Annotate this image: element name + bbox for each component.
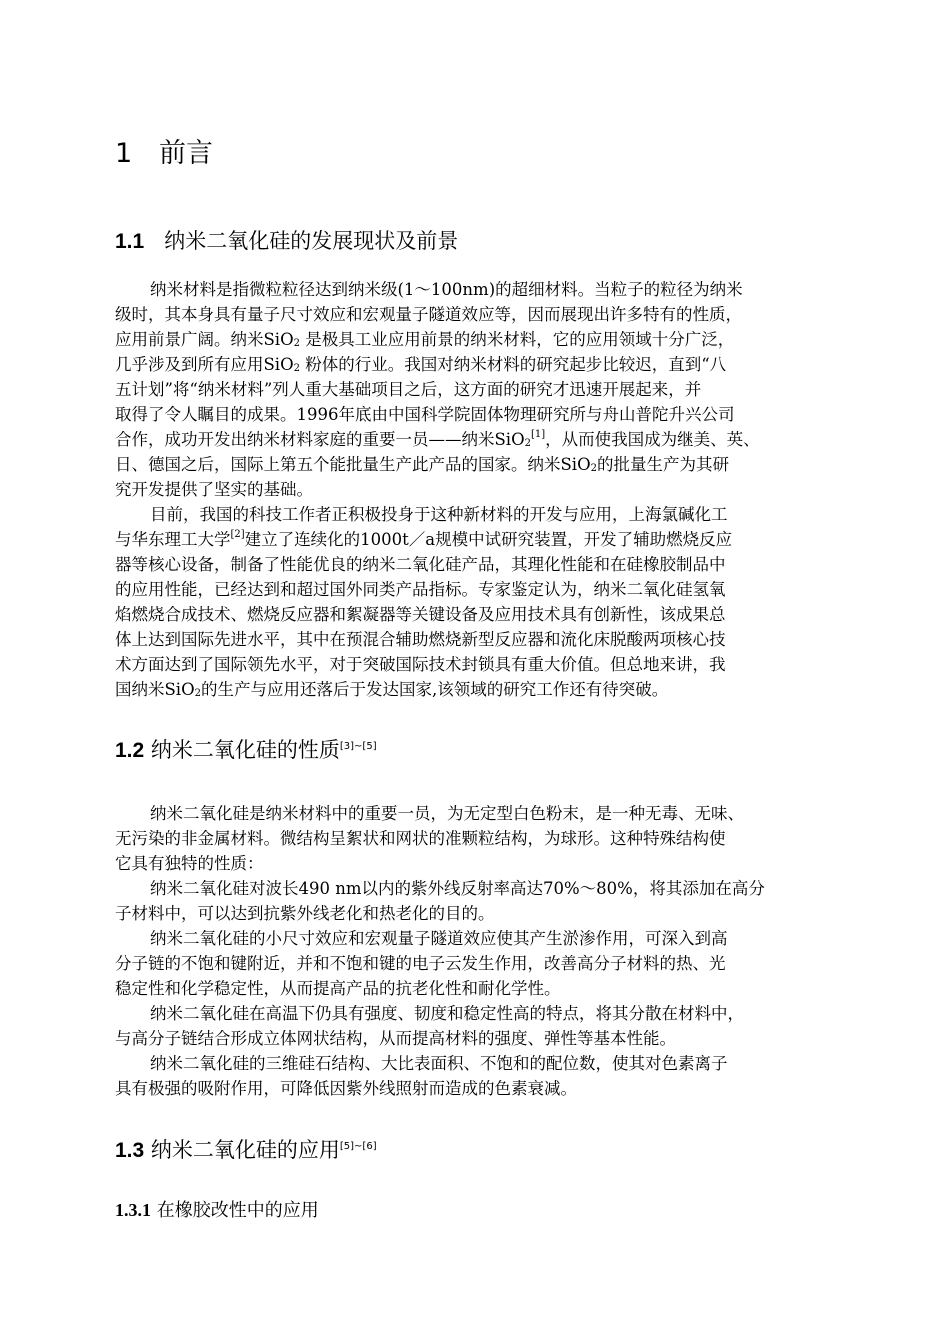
text-line: 与高分子链结合形成立体网状结构，从而提高材料的强度、弹性等基本性能。 <box>115 1029 676 1048</box>
chapter-number: 1 <box>115 138 133 169</box>
text-line: 五计划”将“纳米材料”列人重大基础项目之后，这方面的研究才迅速开展起来，并 <box>115 380 702 399</box>
chapter-heading <box>115 136 213 172</box>
section-number: 1.1 <box>115 230 145 253</box>
text-line: 稳定性和化学稳定性，从而提高产品的抗老化性和耐化学性。 <box>115 979 561 998</box>
section-number: 1.2 <box>115 739 145 762</box>
subsection-heading-1-3-1 <box>115 1198 319 1223</box>
text-line: 纳米材料是指微粒粒径达到纳米级(1～100nm)的超细材料。当粒子的粒径为纳米 <box>150 280 743 299</box>
text-line: 究开发提供了坚实的基础。 <box>115 480 313 499</box>
text-line: 纳米二氧化硅的小尺寸效应和宏观量子隧道效应使其产生淤渗作用，可深入到高 <box>150 929 728 948</box>
text-line: 纳米二氧化硅是纳米材料中的重要一员，为无定型白色粉末，是一种无毒、无味、 <box>150 804 744 823</box>
text-line: 国纳米SiO$_2$的生产与应用还落后于发达国家,该领域的研究工作还有待突破。 <box>115 680 669 699</box>
citation: [2] <box>230 529 245 540</box>
text-line: 分子链的不饱和键附近，并和不饱和键的电子云发生作用，改善高分子材料的热、光 <box>115 954 726 973</box>
text-line: 应用前景广阔。纳米SiO$_2$ 是极具工业应用前景的纳米材料，它的应用领域十分广泛， <box>115 330 735 349</box>
text-line: 合作，成功开发出纳米材料家庭的重要一员——纳米SiO$_2$[1]，从而使我国成为继美、英、 <box>115 429 760 449</box>
text-line: 与华东理工大学[2]建立了连续化的1000t／a规模中试研究装置，开发了辅助燃烧反应 <box>115 529 733 549</box>
section-title: 纳米二氧化硅的应用 <box>144 1138 340 1162</box>
citation: [1] <box>530 429 546 440</box>
text-line: 器等核心设备，制备了性能优良的纳米二氧化硅产品，其理化性能和在硅橡胶制品中 <box>115 555 726 574</box>
text-line: 具有极强的吸附作用，可降低因紫外线照射而造成的色素衰减。 <box>115 1079 577 1098</box>
section-title: 纳米二氧化硅的性质 <box>144 738 340 762</box>
subsection-number: 1.3.1 <box>115 1200 151 1220</box>
text-line: 纳米二氧化硅对波长490 nm以内的紫外线反射率高达70%～80%，将其添加在高分 <box>150 879 765 898</box>
text-line: 体上达到国际先进水平，其中在预混合辅助燃烧新型反应器和流化床脱酸两项核心技 <box>115 630 726 649</box>
text-line: 的应用性能，已经达到和超过国外同类产品指标。专家鉴定认为，纳米二氧化硅氢氧 <box>115 580 726 599</box>
text-line: 焰燃烧合成技术、燃烧反应器和絮凝器等关键设备及应用技术具有创新性，该成果总 <box>115 605 726 624</box>
section-title: 纳米二氧化硅的发展现状及前景 <box>164 229 459 253</box>
section-number: 1.3 <box>115 1139 145 1162</box>
text-line: 子材料中，可以达到抗紫外线老化和热老化的目的。 <box>115 904 495 923</box>
section-heading-1-3 <box>115 1136 377 1165</box>
text-line: 级时，其本身具有量子尺寸效应和宏观量子隧道效应等，因而展现出许多特有的性质， <box>115 305 742 324</box>
text-line: 纳米二氧化硅的三维硅石结构、大比表面积、不饱和的配位数，使其对色素离子 <box>150 1054 728 1073</box>
text-line: 纳米二氧化硅在高温下仍具有强度、韧度和稳定性高的特点，将其分散在材料中， <box>150 1004 744 1023</box>
section-heading-1-2 <box>115 736 377 765</box>
text-line: 日、德国之后，国际上第五个能批量生产此产品的国家。纳米SiO$_2$的批量生产为其研 <box>115 455 729 474</box>
citation: [3]~[5] <box>339 741 377 752</box>
subsection-title: 在橡胶改性中的应用 <box>151 1200 319 1221</box>
text-line: 几乎涉及到所有应用SiO$_2$ 粉体的行业。我国对纳米材料的研究起步比较迟，直到“八 <box>115 355 727 374</box>
text-line: 取得了令人瞩目的成果。1996年底由中国科学院固体物理研究所与舟山普陀升兴公司 <box>115 405 735 424</box>
citation: [5]~[6] <box>339 1141 377 1152</box>
chapter-title: 前言 <box>159 138 213 169</box>
text-line: 无污染的非金属材料。微结构呈絮状和网状的准颗粒结构，为球形。这种特殊结构使 <box>115 829 726 848</box>
text-line: 它具有独特的性质： <box>115 854 264 873</box>
text-line: 目前，我国的科技工作者正积极投身于这种新材料的开发与应用，上海氯碱化工 <box>150 505 728 524</box>
text-line: 术方面达到了国际领先水平，对于突破国际技术封锁具有重大价值。但总地来讲，我 <box>115 655 726 674</box>
section-heading-1-1 <box>115 227 458 256</box>
